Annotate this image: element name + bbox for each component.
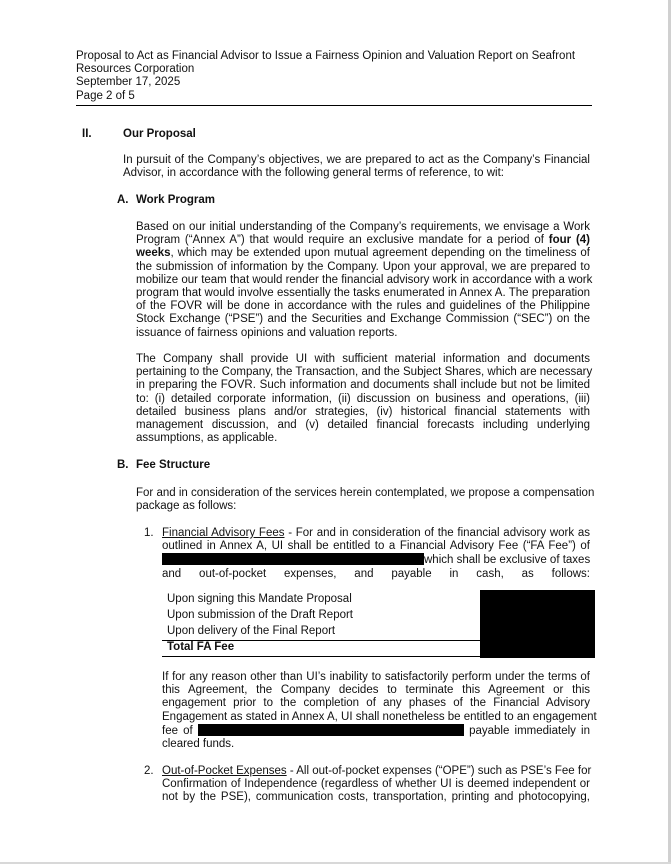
text-line: Confirmation of Independence (regardless of whether UI is deemed independent or — [162, 778, 590, 791]
page-header — [76, 50, 592, 103]
text-line: For and in consideration of the services herein contemplated, we propose a compensation — [136, 487, 595, 499]
fee-row-signing: Upon signing this Mandate Proposal — [167, 593, 352, 605]
item-1-paragraph — [162, 527, 590, 581]
text-line: engagement prior to the completion of any phases of the Financial Advisory — [162, 697, 590, 710]
text-line: detailed business plans and/or strategies, (iv) historical financial statements with — [136, 405, 590, 418]
text-line: to: (i) detailed corporate information, (ii) discussion on business and operations, (iii) — [136, 392, 590, 405]
text-line: issuance of fairness opinions and valuation reports. — [136, 326, 398, 339]
item-2-heading: Out-of-Pocket Expenses — [162, 765, 287, 777]
text-line: program that would involve essentially the tasks enumerated in Annex A. The preparation — [136, 287, 590, 300]
termination-clause — [162, 671, 597, 751]
text-line — [162, 724, 590, 738]
subsection-a-title: Work Program — [136, 194, 216, 206]
header-title-line1: Proposal to Act as Financial Advisor to Issue a Fairness Opinion and Valuation Report on Seafront — [76, 50, 576, 62]
work-program-paragraph-1 — [136, 221, 593, 340]
item-1-heading: Financial Advisory Fees — [162, 527, 285, 539]
text-line: Stock Exchange (“PSE”) and the Securities and Exchange Commission (“SEC”) on the — [136, 313, 590, 326]
text-line: assumptions, as applicable. — [136, 432, 278, 445]
text-line: The Company shall provide UI with sufficient material information and documents — [136, 353, 590, 365]
section-title: Our Proposal — [123, 128, 196, 140]
header-title-line2: Resources Corporation — [76, 63, 195, 76]
header-date: September 17, 2025 — [76, 76, 181, 89]
item-1-number: 1. — [144, 527, 154, 539]
text-run: - All out-of-pocket expenses (“OPE”) such as PSE’s Fee for — [286, 765, 592, 777]
text-line: this Agreement, the Company decides to terminate this Agreement or this — [162, 684, 590, 697]
text-line: management discussion, and (v) detailed financial forecasts including underlying — [136, 419, 590, 432]
header-divider — [76, 105, 592, 106]
text-line: and out-of-pocket expenses, and payable in cash, as follows: — [162, 567, 590, 580]
item-2-paragraph — [162, 765, 590, 805]
text-run: fee of — [162, 724, 193, 737]
text-line — [136, 247, 590, 260]
text-line: of the FOVR will be done in accordance with the rules and guidelines of the Philippine — [136, 300, 590, 313]
text-line: not by the PSE), communication costs, transportation, printing and photocopying, — [162, 791, 590, 804]
text-run: which shall be exclusive of taxes — [424, 554, 591, 567]
text-line — [162, 527, 590, 540]
text-line — [162, 553, 590, 567]
subsection-b-letter: B. — [117, 459, 129, 471]
text-line — [162, 765, 590, 778]
text-run: payable immediately in — [469, 724, 591, 737]
redacted-fee-amounts — [480, 590, 595, 658]
text-line: outlined in Annex A, UI shall be entitled to a Financial Advisory Fee (“FA Fee”) of — [162, 540, 590, 553]
fee-structure-intro — [136, 487, 595, 513]
section-intro — [123, 154, 590, 180]
header-page-number: Page 2 of 5 — [76, 89, 135, 102]
text-line: If for any reason other than UI’s inability to satisfactorily perform under the terms of — [162, 671, 590, 683]
text-line: Engagement as stated in Annex A, UI shall nonetheless be entitled to an engagement — [162, 710, 597, 723]
text-line: In pursuit of the Company’s objectives, we are prepared to act as the Company’s Financial — [123, 154, 590, 166]
text-line: mobilize our team that would render the financial advisory work in accordance with a work — [136, 273, 593, 286]
fee-row-draft-report: Upon submission of the Draft Report — [167, 609, 354, 621]
text-line: pertaining to the Company, the Transaction, and the Subject Shares, which are necessary — [136, 366, 593, 379]
emphasis-weeks: weeks — [136, 247, 171, 260]
fee-row-total: Total FA Fee — [167, 641, 235, 653]
text-line — [136, 234, 590, 247]
emphasis-duration: four (4) — [548, 234, 590, 247]
text-run: , which may be extended upon mutual agreement depending on the timeliness of — [170, 247, 590, 260]
text-line: in preparing the FOVR. Such information and documents shall include but not be limited — [136, 379, 590, 392]
redacted-amount — [162, 553, 424, 565]
item-2-number: 2. — [144, 765, 154, 777]
text-line: package as follows: — [136, 500, 237, 513]
section-number: II. — [82, 128, 92, 140]
subsection-b-title: Fee Structure — [136, 459, 211, 471]
text-run: Program (“Annex A”) that would require an exclusive mandate for a period of — [136, 234, 549, 247]
work-program-paragraph-2 — [136, 353, 593, 445]
text-line: Advisor, in accordance with the following general terms of reference, to wit: — [123, 167, 504, 180]
text-line: the submission of information by the Company. Upon your approval, we are prepared to — [136, 260, 590, 273]
text-run: - For and in consideration of the financial advisory work as — [284, 527, 590, 539]
text-line: Based on our initial understanding of the Company’s requirements, we envisage a Work — [136, 221, 590, 233]
redacted-engagement-fee — [198, 724, 464, 736]
fee-row-final-report: Upon delivery of the Final Report — [167, 625, 336, 637]
text-line: cleared funds. — [162, 738, 235, 751]
subsection-a-letter: A. — [117, 194, 129, 206]
